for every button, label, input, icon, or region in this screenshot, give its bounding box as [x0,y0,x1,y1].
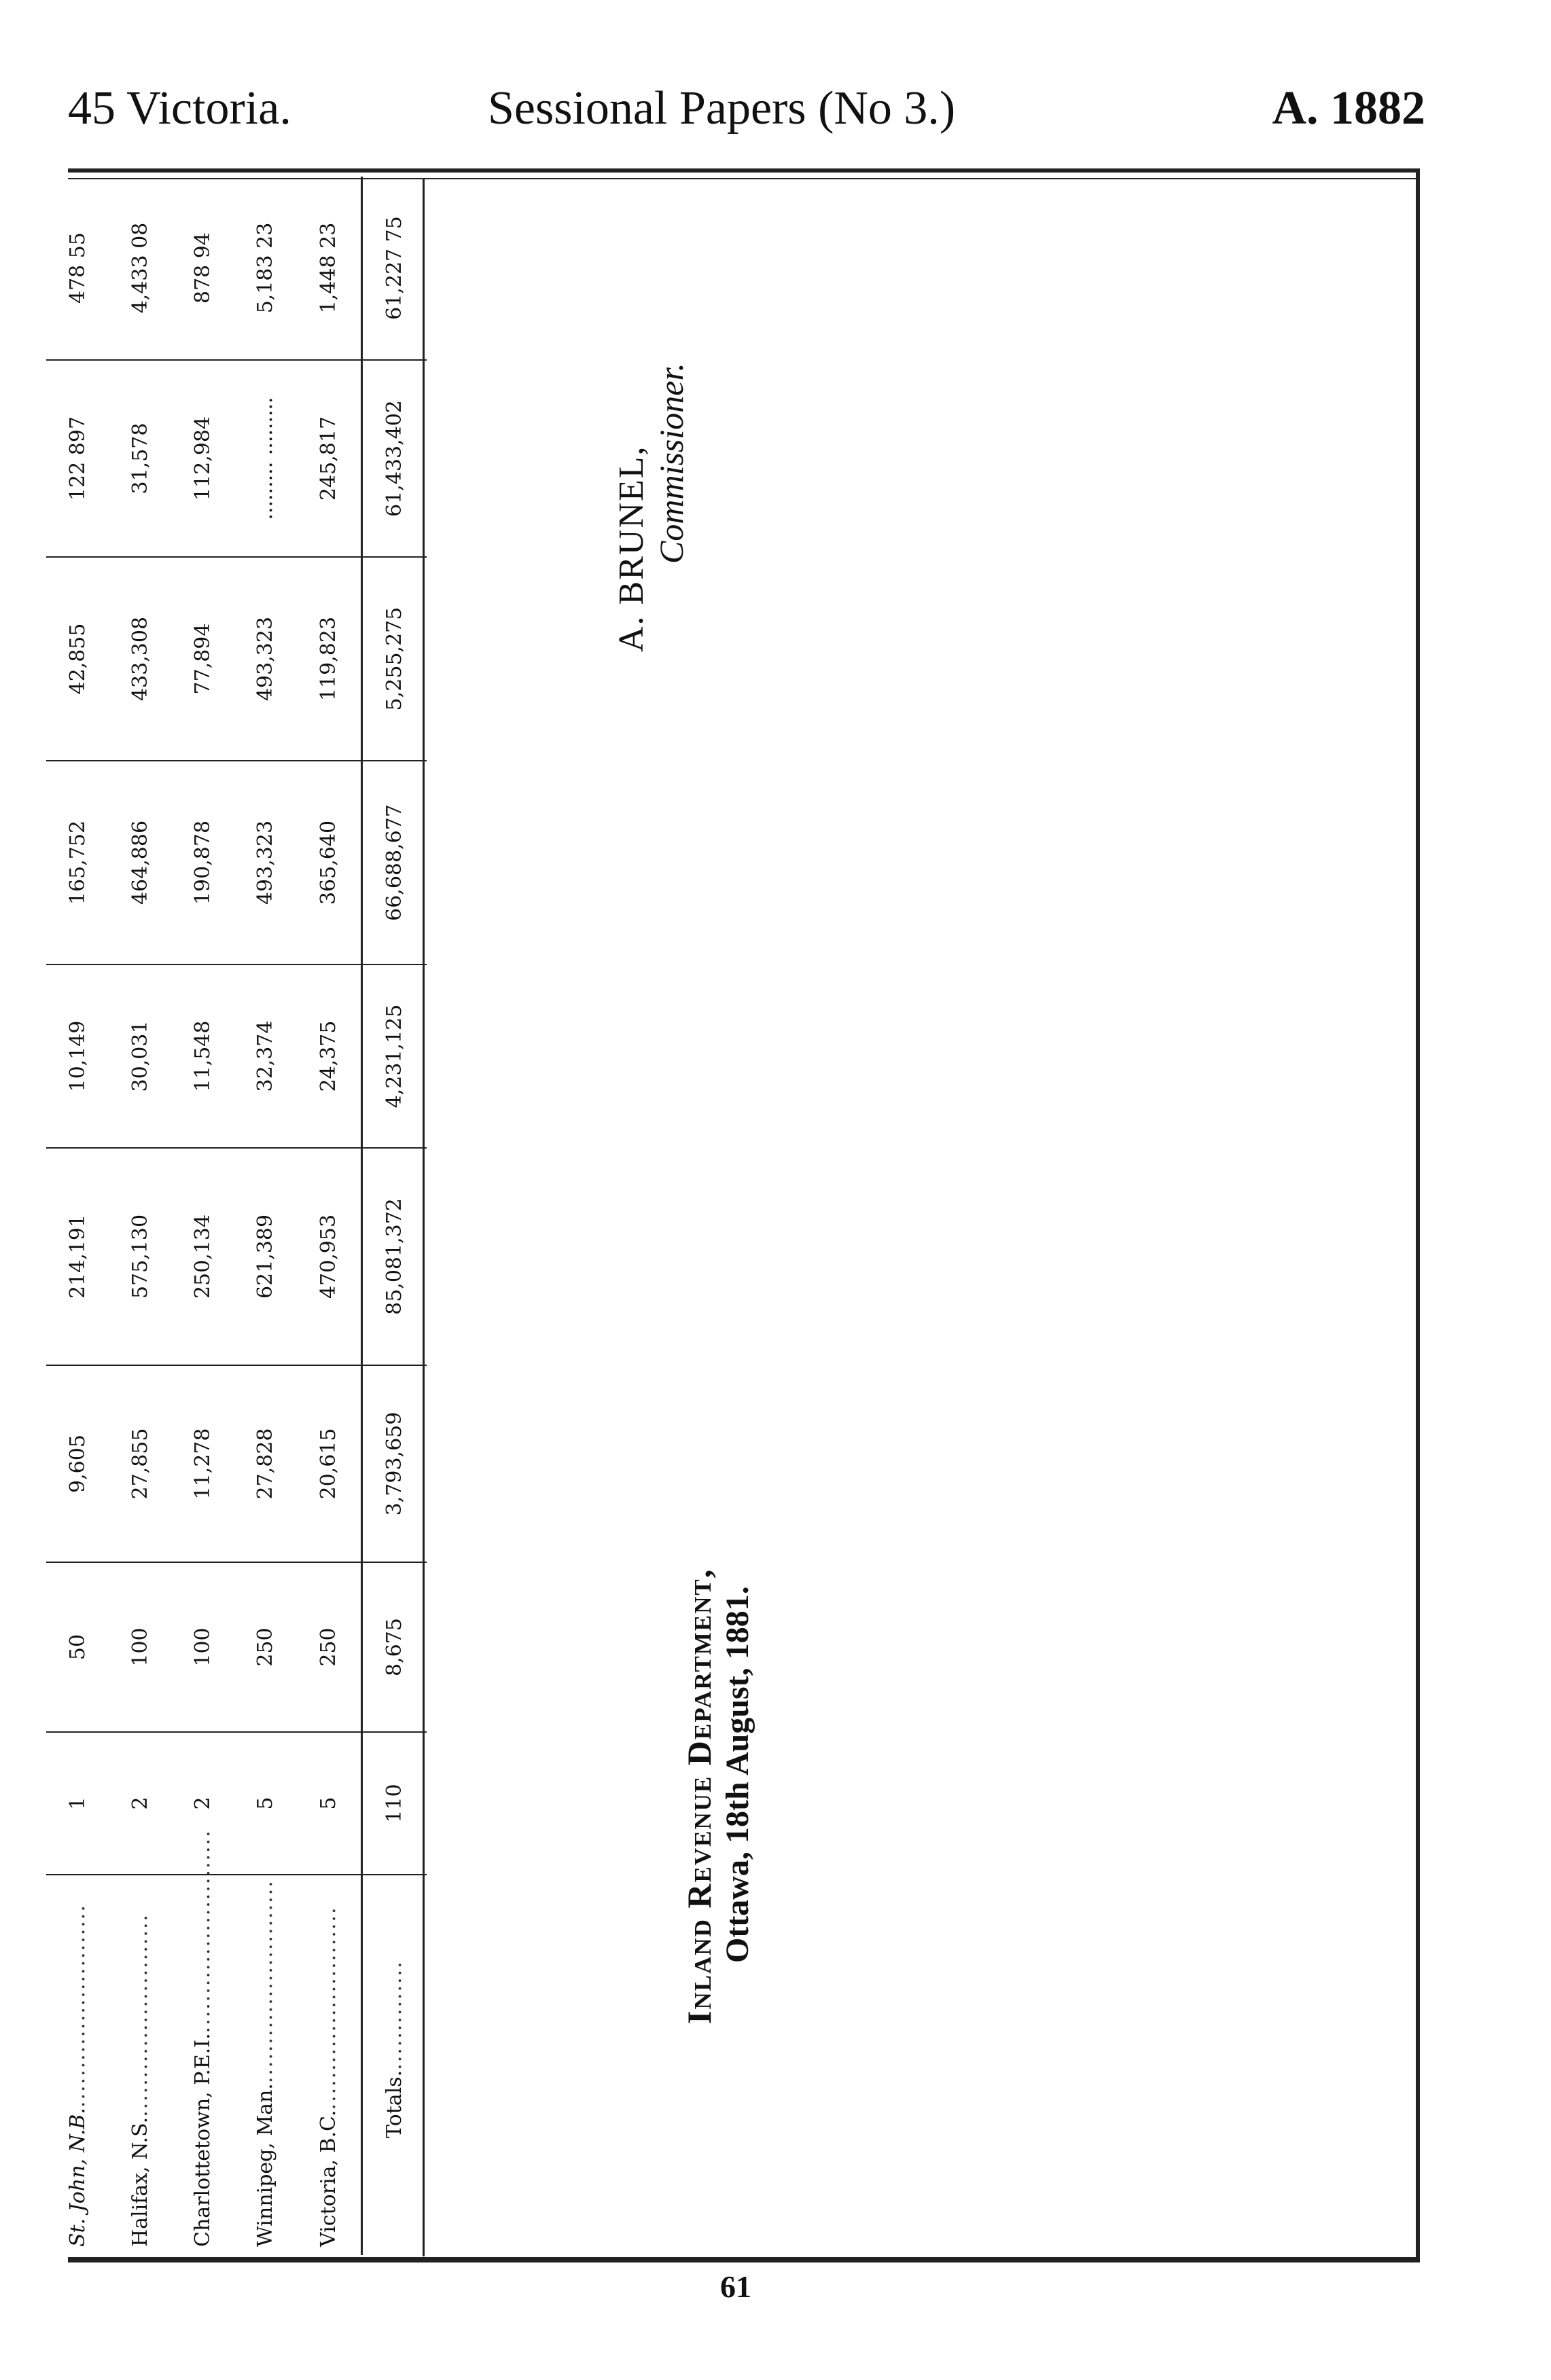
statistics-table [46,177,427,2255]
totals-cell-c9: 61,227 75 [361,177,427,360]
table-cell-c2: 250 [234,1562,296,1732]
table-cell-c3: 9,605 [46,1365,109,1562]
signature-block [611,231,747,652]
totals-cell-c5: 4,231,125 [361,964,427,1148]
table-cell-c6: 190,878 [171,761,234,964]
department-place-date: Ottawa, 18th August, 1881. [719,1586,755,1963]
page-number: 61 [720,2269,751,2304]
table-row [171,177,234,2255]
signatory-name: A. BRUNEL, [612,445,651,652]
table-cell-c2: 250 [296,1562,361,1732]
frame-top-rule [68,168,1420,173]
table-cell-c9: 878 94 [171,177,234,360]
table-cell-c8: ......... ......... [234,360,296,557]
table-cell-c9: 1,448 23 [296,177,361,360]
table-cell-c4: 621,389 [234,1148,296,1365]
table-cell-c8: 122 897 [46,360,109,557]
table-cell-c3: 27,855 [109,1365,171,1562]
table-cell-c1: 2 [109,1732,171,1875]
row-place-label: Winnipeg, Man........................... [253,1879,277,2247]
totals-cell-c8: 61,433,402 [361,360,427,557]
table-cell-c3: 27,828 [234,1365,296,1562]
header-volume: 45 Victoria. [68,82,291,134]
table-cell-c8: 112,984 [171,360,234,557]
table-cell-c6: 165,752 [46,761,109,964]
table-cell-c7: 42,855 [46,557,109,761]
totals-cell-c3: 3,793,659 [361,1365,427,1562]
table-cell-c5: 30,031 [109,964,171,1148]
table-cell-c7: 77,894 [171,557,234,761]
table-cell-c6: 493,323 [234,761,296,964]
table-cell-c9: 5,183 23 [234,177,296,360]
table-cell-c9: 478 55 [46,177,109,360]
table-cell-c1: 5 [234,1732,296,1875]
totals-row [361,177,427,2255]
totals-cell-c6: 66,688,677 [361,761,427,964]
totals-cell-c2: 8,675 [361,1562,427,1732]
table-cell-c8: 245,817 [296,360,361,557]
table-cell-c5: 11,548 [171,964,234,1148]
totals-cell-c1: 110 [361,1732,427,1875]
totals-label: Totals............... [361,1875,427,2255]
department-name: Inland Revenue Department, [680,1568,718,2024]
header-title: Sessional Papers (No 3.) [488,82,956,134]
row-place-label: St. John, N.B........................... [65,1904,90,2247]
table-cell-c9: 4,433 08 [109,177,171,360]
table-cell-c7: 119,823 [296,557,361,761]
row-place-label: Victoria, B.C........................... [316,1906,340,2247]
row-place-label: Halifax, N.S........................... [128,1913,152,2247]
table-body [46,177,427,2255]
table-cell-c1: 1 [46,1732,109,1875]
table-cell-c5: 10,149 [46,964,109,1148]
signatory-title: Commissioner. [652,363,690,564]
department-block [679,1413,768,2024]
table-row [234,177,296,2255]
table-cell-c4: 470,953 [296,1148,361,1365]
table-cell-c6: 365,640 [296,761,361,964]
table-cell-c6: 464,886 [109,761,171,964]
table-cell-c3: 11,278 [171,1365,234,1562]
table-cell-c2: 50 [46,1562,109,1732]
table-cell-c1: 5 [296,1732,361,1875]
table-cell-c7: 433,308 [109,557,171,761]
table-cell-c2: 100 [171,1562,234,1732]
table-cell-c4: 250,134 [171,1148,234,1365]
table-cell-c3: 20,615 [296,1365,361,1562]
totals-cell-c4: 85,081,372 [361,1148,427,1365]
table-cell-c5: 24,375 [296,964,361,1148]
table-cell-c5: 32,374 [234,964,296,1148]
frame-bottom-rule [68,2257,1420,2262]
frame-right-rule [1416,170,1420,2262]
table-cell-c8: 31,578 [109,360,171,557]
table-cell-c4: 214,191 [46,1148,109,1365]
header-year: A. 1882 [1272,82,1425,134]
totals-cell-c7: 5,255,275 [361,557,427,761]
table-row [46,177,109,2255]
row-place-label: Charlottetown, P.E.I........................... [190,1829,215,2247]
table-cell-c2: 100 [109,1562,171,1732]
table-row [296,177,361,2255]
table-cell-c1: 2 [171,1732,234,1875]
table-row [109,177,171,2255]
table-cell-c7: 493,323 [234,557,296,761]
table-cell-c4: 575,130 [109,1148,171,1365]
